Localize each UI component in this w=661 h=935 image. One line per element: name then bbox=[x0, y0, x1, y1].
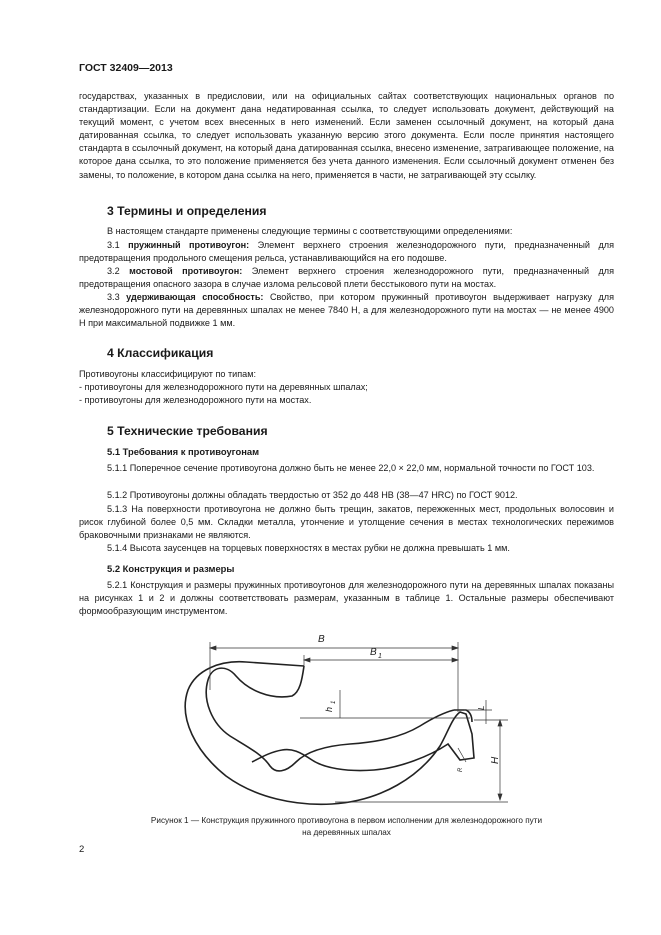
subsection-5-2-title: 5.2 Конструкция и размеры bbox=[107, 563, 235, 574]
term-name: мостовой противоугон: bbox=[129, 266, 243, 276]
dimension-lines bbox=[210, 642, 508, 802]
standard-header: ГОСТ 32409—2013 bbox=[79, 62, 173, 74]
para-5-1-4: 5.1.4 Высота заусенцев на торцевых поверхностях в местах рубки не должна превышать 1 мм. bbox=[107, 543, 510, 553]
term-name: пружинный противоугон: bbox=[128, 240, 250, 250]
para-5-1-3: 5.1.3 На поверхности противоугона не должно быть трещин, закатов, пережженных мест, продольных волосовин и рисок глубиной более 0,5 мм. Складки металла, утончение и утолщение сечения в местах технологических пережимов браковочными признаками не являются. bbox=[79, 504, 614, 541]
label-B1-sub: 1 bbox=[378, 653, 382, 660]
label-B: B bbox=[318, 634, 325, 645]
term-def: Свойство, при котором пружинный противоугон выдерживает нагрузку для железнодорожного пути на деревянных шпалах не менее 7840 Н, а для железнодорожного пути на мостах — не менее 4900 Н при максимальной подвижке 1 мм. bbox=[79, 292, 614, 329]
subsection-5-1-title: 5.1 Требования к противоугонам bbox=[107, 446, 260, 457]
label-R: R bbox=[458, 767, 464, 772]
list-item: - противоугоны для железнодорожного пути на деревянных шпалах; bbox=[79, 382, 368, 392]
anti-creeper-outline bbox=[185, 662, 474, 805]
para-5-2-1: 5.2.1 Конструкция и размеры пружинных противоугонов для железнодорожного пути на деревянных шпалах показаны на рисунках 1 и 2 и должны соответствовать размерам, указанным в таблице 1. Остальные размеры обеспечивают формообразующим инструментом. bbox=[79, 580, 614, 617]
intro-paragraph: государствах, указанных в предисловии, или на официальных сайтах соответствующих национальных органов по стандартизации. Если на документ дана недатированная ссылка, то следует использовать документ, действующий на текущий момент, с учетом всех внесенных в него изменений. Если заменен ссылочный документ, на который дана датированная ссылка, то следует использовать указанную версию этого документа. Если после принятия настоящего стандарта в ссылочный документ, на который дана датированная ссылка, внесено изменение, затрагивающее положение, на которое дана ссылка, то это положение применяется без учета данного изменения. Если ссылочный документ отменен без замены, то положение, в котором дана ссылка на него, применяется в части, не затрагивающей эту ссылку. bbox=[79, 91, 614, 180]
label-B1: B bbox=[370, 647, 377, 658]
term-num: 3.3 bbox=[107, 292, 120, 302]
section-5-title: 5 Технические требования bbox=[107, 424, 268, 438]
arrow bbox=[498, 720, 502, 726]
para-5-1-2: 5.1.2 Противоугоны должны обладать твердостью от 352 до 448 НВ (38—47 HRC) по ГОСТ 9012. bbox=[107, 490, 518, 500]
caption-line: Рисунок 1 — Конструкция пружинного противоугона в первом исполнении для железнодорожного пути bbox=[150, 816, 543, 825]
arrow bbox=[452, 658, 458, 662]
arrow bbox=[452, 646, 458, 650]
term-num: 3.1 bbox=[107, 240, 120, 250]
label-h1: h bbox=[324, 706, 334, 712]
label-L: L bbox=[477, 705, 486, 710]
section-4-title: 4 Классификация bbox=[107, 346, 214, 360]
page-number: 2 bbox=[79, 844, 85, 855]
section-3-intro: В настоящем стандарте применены следующие термины с соответствующими определениями: bbox=[107, 226, 513, 236]
term-num: 3.2 bbox=[107, 266, 120, 276]
label-h1-sub: 1 bbox=[331, 700, 337, 704]
para-5-1-1: 5.1.1 Поперечное сечение противоугона должно быть не менее 22,0 × 22,0 мм, нормальной точности по ГОСТ 103. bbox=[107, 463, 595, 473]
section-4-intro: Противоугоны классифицируют по типам: bbox=[79, 369, 256, 379]
section-3-title: 3 Термины и определения bbox=[107, 204, 267, 218]
arrow bbox=[498, 794, 502, 800]
figure-1-caption bbox=[79, 815, 614, 839]
arrow bbox=[210, 646, 216, 650]
caption-line: на деревянных шпалах bbox=[302, 828, 391, 837]
term-name: удерживающая способность: bbox=[126, 292, 264, 302]
label-H: H bbox=[490, 756, 501, 764]
list-item: - противоугоны для железнодорожного пути на мостах. bbox=[79, 395, 312, 405]
arrow bbox=[304, 658, 310, 662]
term-def: Элемент верхнего строения железнодорожного пути, предназначенный для предотвращения опасного зазора в случае излома рельсовой плети бесстыкового пути на мостах. bbox=[79, 266, 615, 290]
term-def: Элемент верхнего строения железнодорожного пути, предназначенный для предотвращения продольного смещения рельса, устанавливающийся на его подошве. bbox=[79, 240, 614, 264]
